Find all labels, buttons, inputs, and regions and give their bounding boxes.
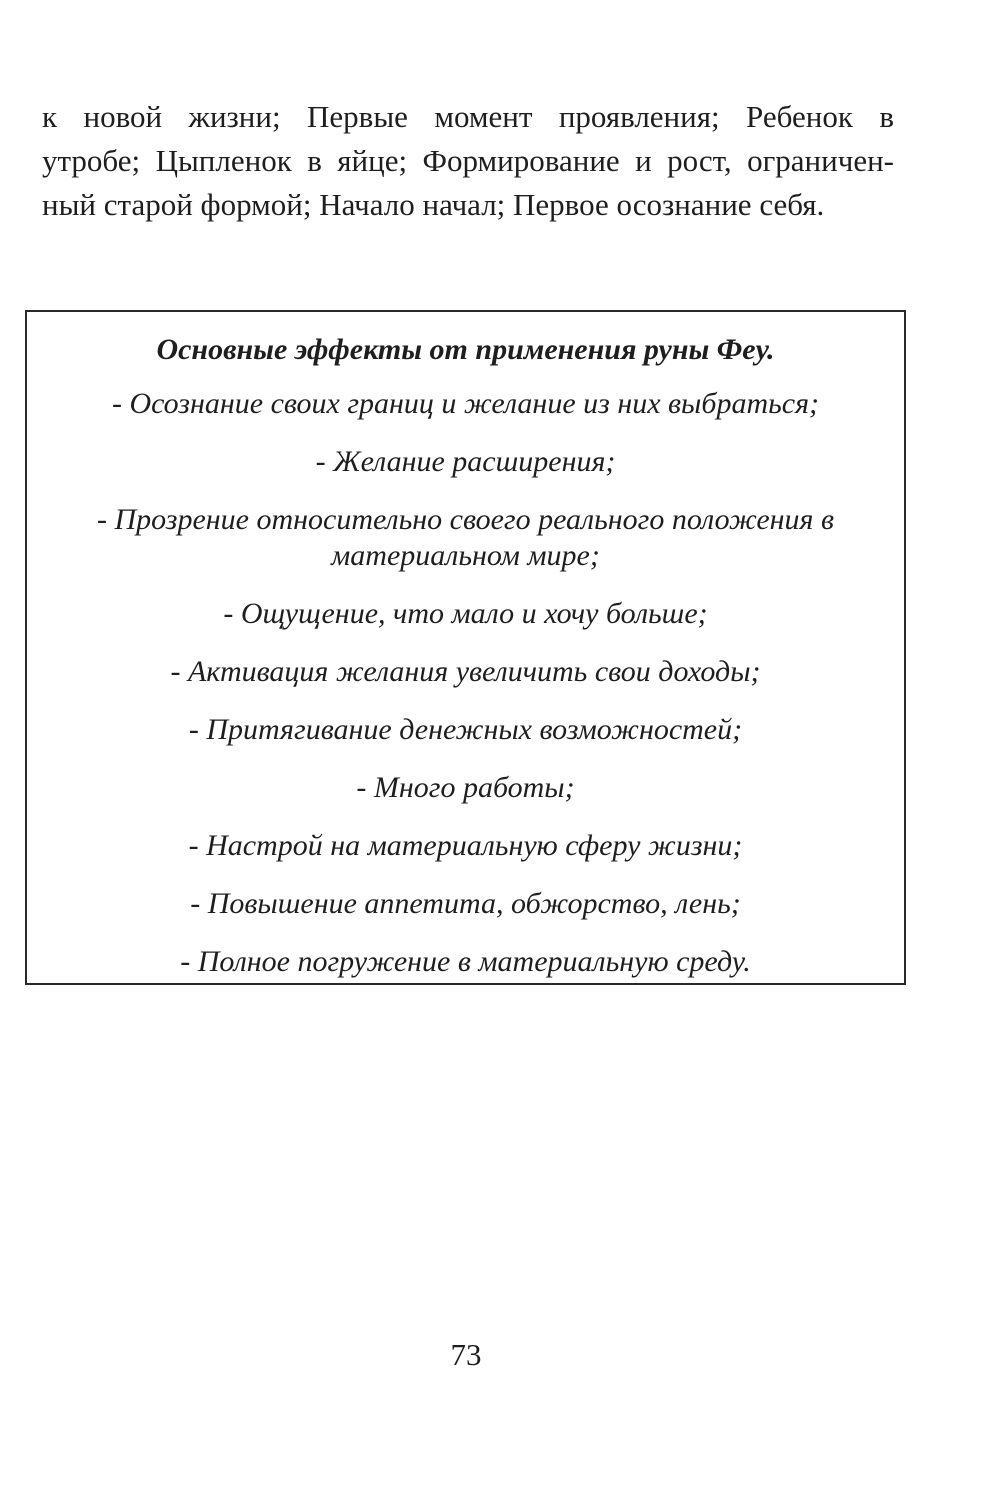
effects-item: - Притягивание денежных возможностей; (188, 713, 743, 746)
body-text-line: к новой жизни; Первые момент проявления; Ребенок в (42, 99, 894, 134)
effects-item: - Активация желания увеличить свои доходы; (170, 655, 761, 688)
effects-item: - Много работы; (356, 771, 575, 804)
effects-item-continuation: материальном мире; (331, 539, 600, 572)
effects-box (25, 310, 906, 985)
effects-item: - Полное погружение в материальную среду. (180, 945, 751, 978)
effects-item: - Прозрение относительно своего реального положения в (96, 503, 835, 536)
effects-item: - Настрой на материальную сферу жизни; (188, 829, 743, 862)
page-number: 73 (450, 1337, 482, 1372)
effects-item: - Осознание своих границ и желание из них выбраться; (111, 387, 820, 420)
effects-item: - Желание расширения; (315, 445, 616, 478)
effects-item: - Ощущение, что мало и хочу больше; (223, 597, 708, 630)
body-text-line: ный старой формой; Начало начал; Первое осознание себя. (42, 187, 825, 222)
body-text-line: утробе; Цыпленок в яйце; Формирование и рост, ограничен- (42, 143, 894, 178)
effects-item: - Повышение аппетита, обжорство, лень; (190, 887, 741, 920)
effects-box-title: Основные эффекты от применения руны Феу. (156, 333, 775, 366)
